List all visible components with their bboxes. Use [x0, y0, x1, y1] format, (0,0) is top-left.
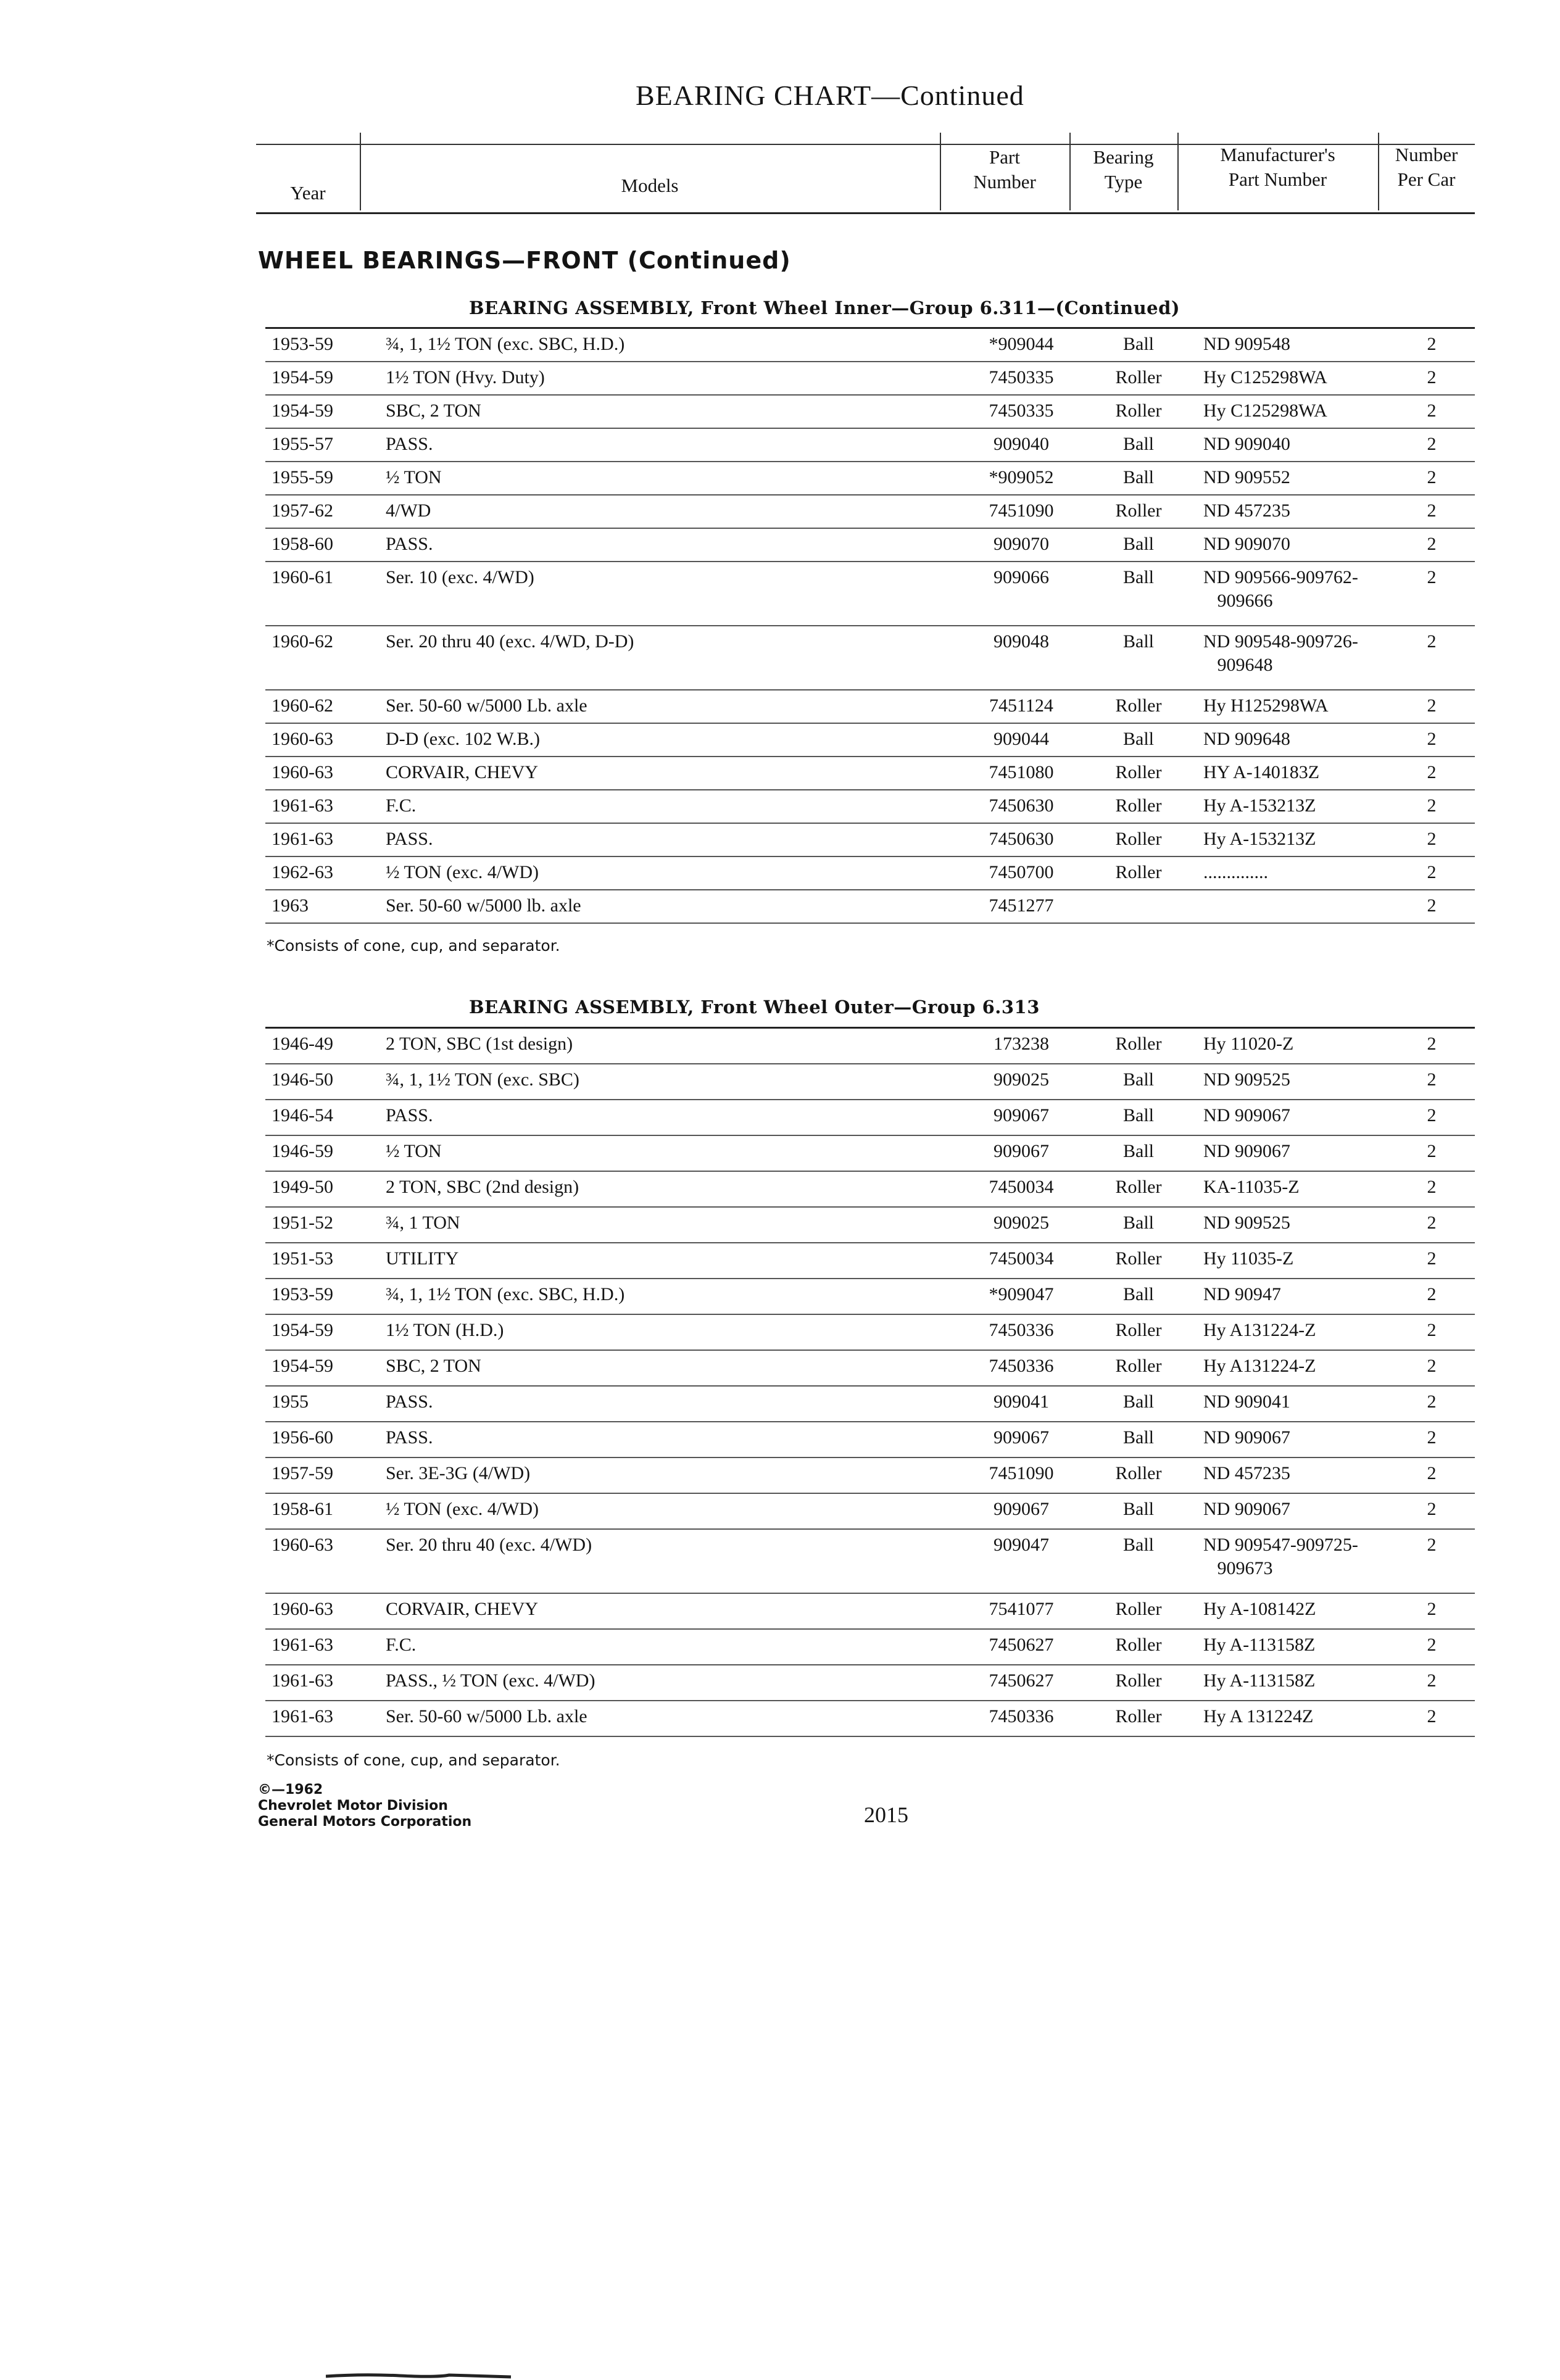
- model-cell: F.C.: [386, 1635, 417, 1655]
- table-row: [265, 495, 1475, 529]
- manufacturer-part-cell: ND 909040: [1203, 434, 1290, 454]
- manufacturer-part-cell: KA-11035-Z: [1203, 1177, 1300, 1197]
- table-row: [265, 329, 1475, 362]
- number-per-car-cell: 2: [1427, 434, 1437, 454]
- bearing-type-cell: Roller: [1115, 400, 1162, 421]
- manufacturer-part-cell: ND 909067: [1203, 1141, 1290, 1161]
- manufacturer-part-cell: ND 909041: [1203, 1391, 1290, 1412]
- number-per-car-cell: 2: [1427, 1427, 1437, 1448]
- bearing-type-cell: Ball: [1123, 1535, 1154, 1555]
- number-per-car-cell: 2: [1427, 1499, 1437, 1519]
- bearing-type-cell: Ball: [1123, 334, 1154, 354]
- table-row: [265, 396, 1475, 429]
- bearing-type-cell: Ball: [1123, 567, 1154, 587]
- year-cell: 1960-63: [272, 729, 333, 749]
- manufacturer-part-cell: Hy C125298WA: [1203, 400, 1327, 421]
- manufacturer-part-cell: Hy A-113158Z: [1203, 1635, 1316, 1655]
- table-row: [265, 790, 1475, 824]
- header-number-per-car: Number Per Car: [1395, 144, 1458, 190]
- bearing-type-cell: Roller: [1115, 1706, 1162, 1727]
- part-number-cell: 909025: [994, 1069, 1049, 1090]
- number-per-car-cell: 2: [1427, 500, 1437, 521]
- year-cell: 1958-61: [272, 1499, 333, 1519]
- number-per-car-cell: 2: [1427, 534, 1437, 554]
- part-number-cell: 909067: [994, 1427, 1049, 1448]
- table-row: [265, 362, 1475, 396]
- manufacturer-part-cell: Hy A-153213Z: [1203, 795, 1316, 816]
- bearing-type-cell: Roller: [1115, 1599, 1162, 1619]
- table-row: [265, 1458, 1475, 1494]
- table-row: [265, 1315, 1475, 1351]
- manufacturer-part-cell: ND 909548: [1203, 334, 1290, 354]
- manufacturer-part-cell: ND 457235: [1203, 1463, 1290, 1483]
- manufacturer-part-cell: Hy 11020-Z: [1203, 1034, 1294, 1054]
- year-cell: 1960-63: [272, 1535, 333, 1555]
- part-number-cell: 909067: [994, 1141, 1049, 1161]
- part-number-cell: 909047: [994, 1535, 1049, 1555]
- manufacturer-part-cell: ND 90947: [1203, 1284, 1281, 1304]
- part-number-cell: 7450336: [989, 1356, 1054, 1376]
- table-row: [265, 1172, 1475, 1208]
- manufacturer-part-cell: ..............: [1203, 862, 1268, 882]
- table-row: [265, 890, 1475, 924]
- manufacturer-part-cell: ND 909525: [1203, 1213, 1290, 1233]
- bearing-type-cell: Ball: [1123, 1391, 1154, 1412]
- table-row: [265, 1665, 1475, 1701]
- outer-bearing-table: [265, 1027, 1475, 1737]
- table-row: [265, 824, 1475, 857]
- part-number-cell: 909041: [994, 1391, 1049, 1412]
- model-cell: 1½ TON (Hvy. Duty): [386, 367, 545, 388]
- model-cell: PASS.: [386, 434, 433, 454]
- table-row: [265, 857, 1475, 890]
- table-row: [265, 1701, 1475, 1737]
- model-cell: PASS.: [386, 829, 433, 849]
- table-row: [265, 1064, 1475, 1100]
- bearing-type-cell: Roller: [1115, 829, 1162, 849]
- section-title: WHEEL BEARINGS—FRONT (Continued): [258, 247, 791, 274]
- inner-footnote: *Consists of cone, cup, and separator.: [267, 937, 560, 955]
- bearing-type-cell: Ball: [1123, 1499, 1154, 1519]
- manufacturer-part-cell: Hy A 131224Z: [1203, 1706, 1314, 1727]
- part-number-cell: 7450627: [989, 1635, 1054, 1655]
- number-per-car-cell: 2: [1427, 795, 1437, 816]
- model-cell: PASS.: [386, 1391, 433, 1412]
- header-manufacturer-part-number: Manufacturer's Part Number: [1220, 144, 1335, 190]
- part-number-cell: 909025: [994, 1213, 1049, 1233]
- year-cell: 1946-59: [272, 1141, 333, 1161]
- model-cell: ½ TON (exc. 4/WD): [386, 1499, 539, 1519]
- page-number: 2015: [864, 1802, 908, 1827]
- manufacturer-part-cell: Hy A131224-Z: [1203, 1320, 1316, 1340]
- bearing-type-cell: Ball: [1123, 1069, 1154, 1090]
- bearing-type-cell: Roller: [1115, 1356, 1162, 1376]
- part-number-cell: 7451080: [989, 762, 1054, 782]
- bearing-type-cell: Roller: [1115, 695, 1162, 716]
- part-number-cell: 7450627: [989, 1670, 1054, 1691]
- number-per-car-cell: 2: [1427, 1284, 1437, 1304]
- part-number-cell: 909044: [994, 729, 1049, 749]
- bearing-type-cell: Roller: [1115, 862, 1162, 882]
- table-row: [265, 1136, 1475, 1172]
- table-row: [265, 1387, 1475, 1422]
- year-cell: 1960-63: [272, 1599, 333, 1619]
- year-cell: 1957-59: [272, 1463, 333, 1483]
- table-row: [265, 462, 1475, 495]
- year-cell: 1949-50: [272, 1177, 333, 1197]
- year-cell: 1946-49: [272, 1034, 333, 1054]
- year-cell: 1951-53: [272, 1248, 333, 1269]
- year-cell: 1962-63: [272, 862, 333, 882]
- bearing-type-cell: Roller: [1115, 762, 1162, 782]
- copyright-corporation: General Motors Corporation: [258, 1814, 472, 1830]
- year-cell: 1960-63: [272, 762, 333, 782]
- number-per-car-cell: 2: [1427, 862, 1437, 882]
- part-number-cell: *909044: [989, 334, 1054, 354]
- inner-group-title: BEARING ASSEMBLY, Front Wheel Inner—Group 6.311—(Continued): [469, 297, 1180, 318]
- part-number-cell: 7450336: [989, 1706, 1054, 1727]
- part-number-cell: 7541077: [989, 1599, 1054, 1619]
- year-cell: 1954-59: [272, 1320, 333, 1340]
- model-cell: SBC, 2 TON: [386, 400, 481, 421]
- table-row: [265, 562, 1475, 626]
- bearing-type-cell: Roller: [1115, 1034, 1162, 1054]
- table-row: [265, 757, 1475, 790]
- part-number-cell: 909048: [994, 631, 1049, 652]
- year-cell: 1963: [272, 895, 309, 916]
- part-number-cell: 909040: [994, 434, 1049, 454]
- table-row: [265, 1630, 1475, 1665]
- table-row: [265, 690, 1475, 724]
- manufacturer-part-cell: Hy A-113158Z: [1203, 1670, 1316, 1691]
- manufacturer-part-cell: Hy H125298WA: [1203, 695, 1329, 716]
- part-number-cell: 173238: [994, 1034, 1049, 1054]
- number-per-car-cell: 2: [1427, 467, 1437, 487]
- number-per-car-cell: 2: [1427, 1105, 1437, 1126]
- part-number-cell: 909066: [994, 567, 1049, 587]
- manufacturer-part-cell: Hy 11035-Z: [1203, 1248, 1294, 1269]
- manufacturer-part-cell: Hy A-108142Z: [1203, 1599, 1316, 1619]
- part-number-cell: 7450034: [989, 1248, 1054, 1269]
- table-row: [265, 1100, 1475, 1136]
- year-cell: 1960-62: [272, 631, 333, 652]
- manufacturer-part-cell: Hy A-153213Z: [1203, 829, 1316, 849]
- model-cell: Ser. 50-60 w/5000 Lb. axle: [386, 1706, 587, 1727]
- part-number-cell: 7451124: [989, 695, 1053, 716]
- part-number-cell: 7451090: [989, 1463, 1054, 1483]
- year-cell: 1954-59: [272, 1356, 333, 1376]
- year-cell: 1960-62: [272, 695, 333, 716]
- year-cell: 1961-63: [272, 1670, 333, 1691]
- number-per-car-cell: 2: [1427, 695, 1437, 716]
- year-cell: 1955-59: [272, 467, 333, 487]
- number-per-car-cell: 2: [1427, 729, 1437, 749]
- year-cell: 1960-61: [272, 567, 333, 587]
- bearing-type-cell: Ball: [1123, 467, 1154, 487]
- manufacturer-part-cell: ND 909067: [1203, 1499, 1290, 1519]
- model-cell: PASS., ½ TON (exc. 4/WD): [386, 1670, 595, 1691]
- number-per-car-cell: 2: [1427, 1535, 1437, 1555]
- number-per-car-cell: 2: [1427, 895, 1437, 916]
- header-part-number: Part Number: [973, 146, 1036, 193]
- model-cell: ¾, 1, 1½ TON (exc. SBC): [386, 1069, 579, 1090]
- year-cell: 1955: [272, 1391, 309, 1412]
- model-cell: UTILITY: [386, 1248, 459, 1269]
- model-cell: ½ TON: [386, 1141, 442, 1161]
- model-cell: ¾, 1, 1½ TON (exc. SBC, H.D.): [386, 1284, 625, 1304]
- model-cell: SBC, 2 TON: [386, 1356, 481, 1376]
- part-number-cell: *909052: [989, 467, 1054, 487]
- bearing-type-cell: Ball: [1123, 534, 1154, 554]
- model-cell: 2 TON, SBC (2nd design): [386, 1177, 579, 1197]
- bearing-type-cell: Ball: [1123, 1284, 1154, 1304]
- year-cell: 1953-59: [272, 334, 333, 354]
- number-per-car-cell: 2: [1427, 1635, 1437, 1655]
- number-per-car-cell: 2: [1427, 1069, 1437, 1090]
- model-cell: Ser. 10 (exc. 4/WD): [386, 567, 534, 587]
- table-row: [265, 1279, 1475, 1315]
- table-row: [265, 1243, 1475, 1279]
- inner-bearing-table: [265, 327, 1475, 924]
- bearing-type-cell: Roller: [1115, 1635, 1162, 1655]
- part-number-cell: 909070: [994, 534, 1049, 554]
- model-cell: ½ TON (exc. 4/WD): [386, 862, 539, 882]
- manufacturer-part-cell: ND 909548-909726- 909648: [1203, 631, 1358, 675]
- manufacturer-part-cell: ND 909552: [1203, 467, 1290, 487]
- bearing-type-cell: Roller: [1115, 1248, 1162, 1269]
- year-cell: 1954-59: [272, 367, 333, 388]
- manufacturer-part-cell: Hy C125298WA: [1203, 367, 1327, 388]
- number-per-car-cell: 2: [1427, 829, 1437, 849]
- outer-footnote: *Consists of cone, cup, and separator.: [267, 1751, 560, 1769]
- model-cell: ¾, 1 TON: [386, 1213, 460, 1233]
- part-number-cell: 7451090: [989, 500, 1054, 521]
- model-cell: CORVAIR, CHEVY: [386, 762, 539, 782]
- number-per-car-cell: 2: [1427, 1463, 1437, 1483]
- number-per-car-cell: 2: [1427, 1320, 1437, 1340]
- number-per-car-cell: 2: [1427, 1034, 1437, 1054]
- manufacturer-part-cell: Hy A131224-Z: [1203, 1356, 1316, 1376]
- table-row: [265, 1351, 1475, 1387]
- number-per-car-cell: 2: [1427, 367, 1437, 388]
- bearing-type-cell: Ball: [1123, 631, 1154, 652]
- part-number-cell: 7451277: [989, 895, 1054, 916]
- bearing-type-cell: Roller: [1115, 367, 1162, 388]
- bearing-type-cell: Roller: [1115, 1670, 1162, 1691]
- manufacturer-part-cell: ND 909566-909762- 909666: [1203, 567, 1358, 611]
- part-number-cell: 7450335: [989, 400, 1054, 421]
- number-per-car-cell: 2: [1427, 400, 1437, 421]
- model-cell: 1½ TON (H.D.): [386, 1320, 504, 1340]
- table-row: [265, 429, 1475, 462]
- copyright-block: [258, 1782, 471, 1830]
- bearing-type-cell: Ball: [1123, 1427, 1154, 1448]
- bearing-type-cell: Roller: [1115, 500, 1162, 521]
- year-cell: 1961-63: [272, 1706, 333, 1727]
- bearing-type-cell: Roller: [1115, 1320, 1162, 1340]
- year-cell: 1946-50: [272, 1069, 333, 1090]
- manufacturer-part-cell: ND 457235: [1203, 500, 1290, 521]
- scan-mark: [326, 2373, 517, 2380]
- number-per-car-cell: 2: [1427, 1177, 1437, 1197]
- year-cell: 1955-57: [272, 434, 333, 454]
- model-cell: F.C.: [386, 795, 417, 816]
- number-per-car-cell: 2: [1427, 334, 1437, 354]
- table-row: [265, 1029, 1475, 1064]
- table-row: [265, 1594, 1475, 1630]
- bearing-type-cell: Roller: [1115, 1463, 1162, 1483]
- header-models: Models: [621, 175, 679, 196]
- number-per-car-cell: 2: [1427, 631, 1437, 652]
- year-cell: 1958-60: [272, 534, 333, 554]
- model-cell: PASS.: [386, 534, 433, 554]
- model-cell: ¾, 1, 1½ TON (exc. SBC, H.D.): [386, 334, 625, 354]
- number-per-car-cell: 2: [1427, 1141, 1437, 1161]
- manufacturer-part-cell: ND 909067: [1203, 1427, 1290, 1448]
- year-cell: 1954-59: [272, 400, 333, 421]
- model-cell: PASS.: [386, 1427, 433, 1448]
- bearing-type-cell: Roller: [1115, 795, 1162, 816]
- header-bearing-type: Bearing Type: [1093, 146, 1154, 193]
- model-cell: ½ TON: [386, 467, 442, 487]
- part-number-cell: *909047: [989, 1284, 1054, 1304]
- number-per-car-cell: 2: [1427, 567, 1437, 587]
- model-cell: CORVAIR, CHEVY: [386, 1599, 539, 1619]
- part-number-cell: 7450700: [989, 862, 1054, 882]
- number-per-car-cell: 2: [1427, 1356, 1437, 1376]
- year-cell: 1961-63: [272, 829, 333, 849]
- manufacturer-part-cell: ND 909525: [1203, 1069, 1290, 1090]
- model-cell: D-D (exc. 102 W.B.): [386, 729, 540, 749]
- year-cell: 1961-63: [272, 795, 333, 816]
- year-cell: 1961-63: [272, 1635, 333, 1655]
- header-year: Year: [290, 182, 326, 204]
- year-cell: 1956-60: [272, 1427, 333, 1448]
- number-per-car-cell: 2: [1427, 1706, 1437, 1727]
- bearing-type-cell: Ball: [1123, 434, 1154, 454]
- bearing-type-cell: Ball: [1123, 1105, 1154, 1126]
- model-cell: PASS.: [386, 1105, 433, 1126]
- part-number-cell: 7450034: [989, 1177, 1054, 1197]
- model-cell: Ser. 20 thru 40 (exc. 4/WD, D-D): [386, 631, 634, 652]
- manufacturer-part-cell: ND 909648: [1203, 729, 1290, 749]
- bearing-type-cell: Roller: [1115, 1177, 1162, 1197]
- header-bottom-rule: [256, 212, 1475, 214]
- bearing-type-cell: Ball: [1123, 1213, 1154, 1233]
- column-header: [256, 133, 1475, 214]
- model-cell: 4/WD: [386, 500, 431, 521]
- number-per-car-cell: 2: [1427, 1391, 1437, 1412]
- number-per-car-cell: 2: [1427, 1248, 1437, 1269]
- table-row: [265, 626, 1475, 690]
- model-cell: Ser. 20 thru 40 (exc. 4/WD): [386, 1535, 592, 1555]
- table-row: [265, 724, 1475, 757]
- outer-group-title: BEARING ASSEMBLY, Front Wheel Outer—Group 6.313: [469, 997, 1040, 1018]
- table-row: [265, 1208, 1475, 1243]
- number-per-car-cell: 2: [1427, 1599, 1437, 1619]
- table-row: [265, 1530, 1475, 1594]
- model-cell: Ser. 50-60 w/5000 Lb. axle: [386, 695, 587, 716]
- manufacturer-part-cell: ND 909067: [1203, 1105, 1290, 1126]
- year-cell: 1951-52: [272, 1213, 333, 1233]
- number-per-car-cell: 2: [1427, 762, 1437, 782]
- part-number-cell: 7450630: [989, 795, 1054, 816]
- bearing-type-cell: Ball: [1123, 1141, 1154, 1161]
- year-cell: 1957-62: [272, 500, 333, 521]
- model-cell: Ser. 50-60 w/5000 lb. axle: [386, 895, 581, 916]
- manufacturer-part-cell: HY A-140183Z: [1203, 762, 1320, 782]
- manufacturer-part-cell: ND 909547-909725- 909673: [1203, 1535, 1358, 1578]
- part-number-cell: 909067: [994, 1499, 1049, 1519]
- table-row: [265, 1422, 1475, 1458]
- part-number-cell: 7450630: [989, 829, 1054, 849]
- page-title: BEARING CHART—Continued: [636, 80, 1024, 111]
- model-cell: 2 TON, SBC (1st design): [386, 1034, 573, 1054]
- table-row: [265, 529, 1475, 562]
- part-number-cell: 7450335: [989, 367, 1054, 388]
- manufacturer-part-cell: ND 909070: [1203, 534, 1290, 554]
- copyright-year: ©—1962: [258, 1782, 323, 1797]
- part-number-cell: 909067: [994, 1105, 1049, 1126]
- table-row: [265, 1494, 1475, 1530]
- model-cell: Ser. 3E-3G (4/WD): [386, 1463, 531, 1483]
- year-cell: 1953-59: [272, 1284, 333, 1304]
- year-cell: 1946-54: [272, 1105, 333, 1126]
- bearing-type-cell: Ball: [1123, 729, 1154, 749]
- part-number-cell: 7450336: [989, 1320, 1054, 1340]
- column-divider: [360, 133, 361, 210]
- number-per-car-cell: 2: [1427, 1213, 1437, 1233]
- copyright-division: Chevrolet Motor Division: [258, 1798, 448, 1814]
- number-per-car-cell: 2: [1427, 1670, 1437, 1691]
